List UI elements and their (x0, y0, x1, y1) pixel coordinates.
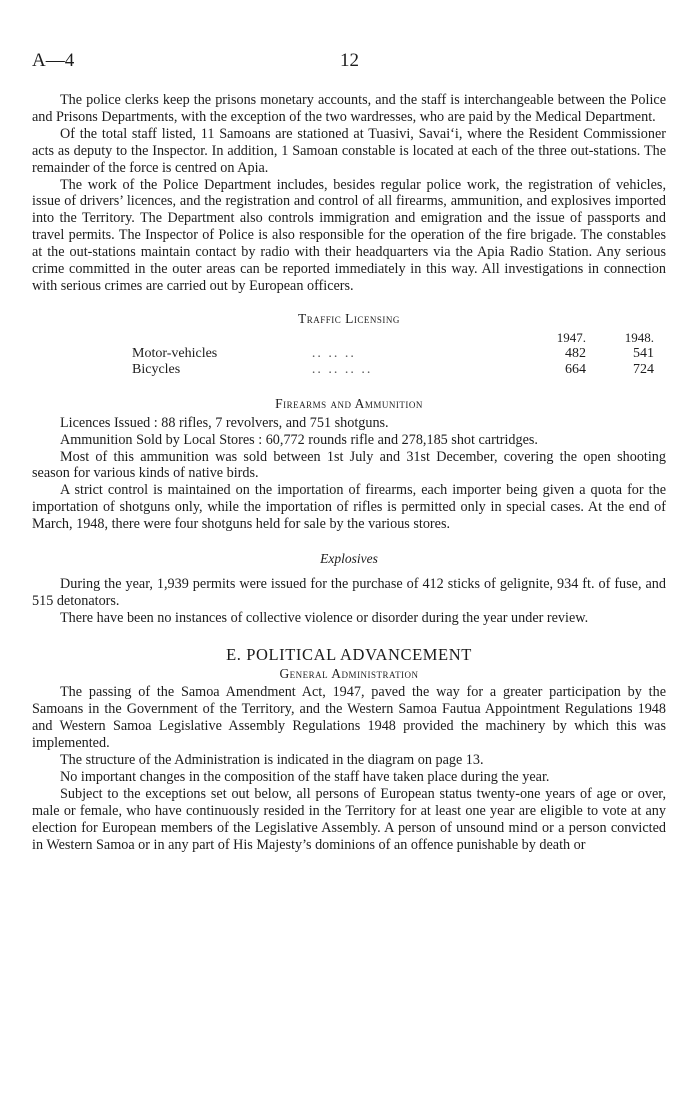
firearms-heading: Firearms and Ammunition (275, 395, 423, 411)
general-administration-heading: General Administration (279, 665, 419, 681)
leader-dots: .. .. .. (311, 345, 356, 361)
paragraph: The police clerks keep the prisons monetary accounts, and the staff is interchangeable between the Police and Prisons Departments, with the exception of the two wardresses, who are paid by the Medical Department. (32, 92, 666, 125)
traffic-licensing-table (32, 330, 666, 378)
paragraph: There have been no instances of collective violence or disorder during the year under review. (60, 609, 589, 626)
row-label: Motor-vehicles (132, 345, 218, 361)
column-header-1947: 1947. (556, 329, 587, 345)
paragraph: The passing of the Samoa Amendment Act, 1947, paved the way for a greater participation by the Samoans in the Government of the Territory, and the Western Samoa Fautua Appointment Regulations 1948 and Western Samoa Legislative Assembly Regulations 1948 provided the machinery by which this was implemented. (32, 684, 666, 752)
page-header (32, 50, 666, 74)
table-row (32, 346, 666, 362)
paragraph: Subject to the exceptions set out below, all persons of European status twenty-one years of age or over, male or female, who have continuously resided in the Territory for at least one year are eligible to vote at any election for European members of the Legislative Assembly. A person of unsound mind or a person convicted in Western Samoa or in any part of His Majesty’s dominions of an offence punishable by death or (32, 785, 666, 853)
page-number: 12 (340, 50, 359, 71)
paragraph: Ammunition Sold by Local Stores : 60,772 rounds rifle and 278,185 shot cartridges. (60, 431, 538, 448)
paragraph: Licences Issued : 88 rifles, 7 revolvers, and 751 shotguns. (60, 414, 389, 431)
value-1948: 541 (633, 345, 654, 361)
paragraph: No important changes in the composition of the staff have taken place during the year. (60, 769, 550, 785)
value-1948: 724 (633, 361, 654, 377)
paragraph: The work of the Police Department includes, besides regular police work, the registration of vehicles, issue of drivers’ licences, and the registration and control of all firearms, ammunition, and explosives imported into the Territory. The Department also controls immigration and emigration and the issue of passports and travel permits. The Inspector of Police is also responsible for the operation of the fire brigade. The constables at the out-stations maintain contact by radio with their headquarters via the Apia Radio Station. Any serious crime committed in the outer areas can be reported immediately in this way. All investigations in connection with serious crimes are carried out by European officers. (32, 176, 666, 294)
document-reference: A—4 (32, 50, 75, 71)
table-row (32, 362, 666, 378)
paragraph: Of the total staff listed, 11 Samoans are stationed at Tuasivi, Savai‘i, where the Resident Commissioner acts as deputy to the Inspector. In addition, 1 Samoan constable is located at each of the three out-stations. The remainder of the force is centred on Apia. (32, 125, 666, 176)
explosives-heading: Explosives (320, 551, 378, 567)
page-body (32, 92, 666, 854)
table-header-row (32, 330, 666, 346)
paragraph: The structure of the Administration is indicated in the diagram on page 13. (60, 752, 484, 769)
value-1947: 482 (565, 345, 587, 361)
paragraph: A strict control is maintained on the importation of firearms, each importer being given a quota for the importation of shotguns only, while the importation of rifles is permitted only in special cases. At the end of March, 1948, there were four shotguns held for sale by the various stores. (32, 482, 666, 533)
row-label: Bicycles (132, 361, 181, 377)
column-header-1948: 1948. (624, 329, 654, 345)
paragraph: During the year, 1,939 permits were issued for the purchase of 412 sticks of gelignite, 934 ft. of fuse, and 515 detonators. (32, 575, 666, 609)
paragraph: Most of this ammunition was sold between 1st July and 31st December, covering the open shooting season for various kinds of native birds. (32, 448, 666, 482)
section-title: E. POLITICAL ADVANCEMENT (226, 644, 472, 664)
leader-dots: .. .. .. .. (311, 361, 373, 377)
traffic-licensing-heading: Traffic Licensing (298, 310, 400, 326)
value-1947: 664 (565, 361, 587, 377)
